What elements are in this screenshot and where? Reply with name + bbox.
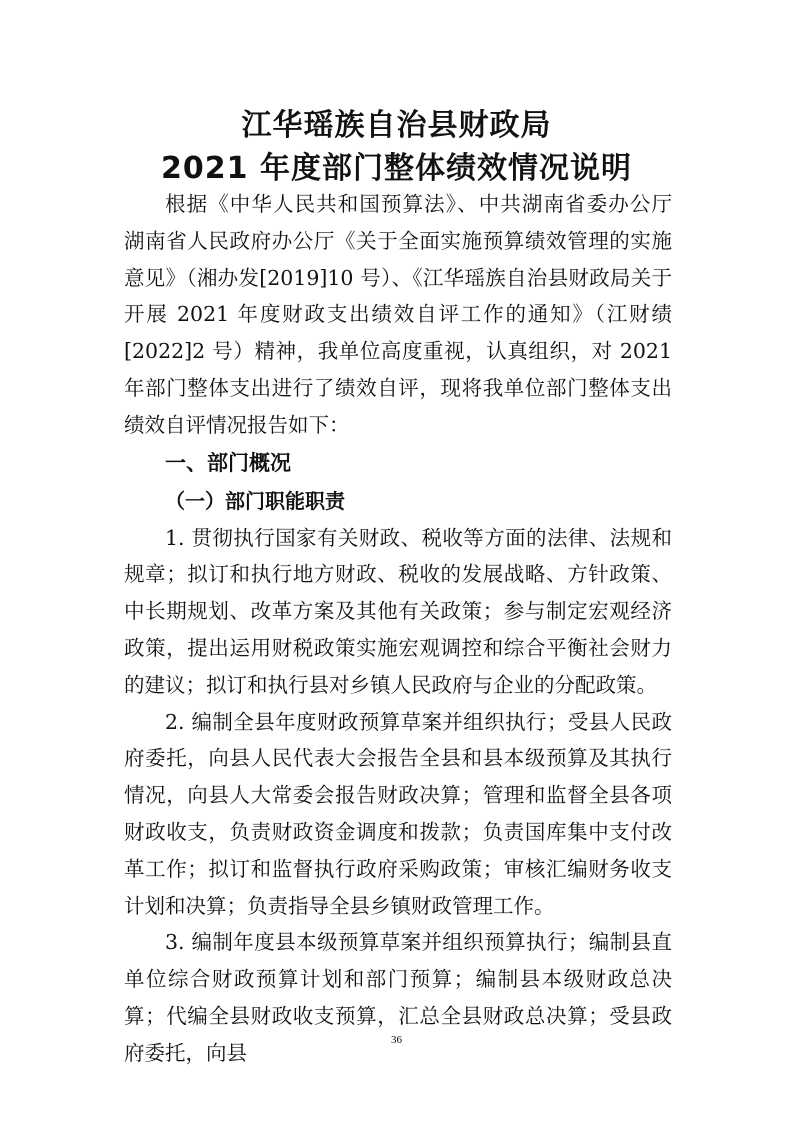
duty-item: 3. 编制年度县本级预算草案并组织预算执行；编制县直单位综合财政预算计划和部门预算；编制县本级财政总决算；代编全县财政收支预算，汇总全县财政总决算；受县政府委托，向县 bbox=[124, 930, 672, 1065]
duty-item: 2. 编制全县年度财政预算草案并组织执行；受县人民政府委托，向县人民代表大会报告全县和县本级预算及其执行情况，向县人大常委会报告财政决算；管理和监督全县各项财政收支，负责财政资金调度和拨款；负责国库集中支付改革工作；拟订和监督执行政府采购政策；审核汇编财务收支计划和决算；负责指导全县乡镇财政管理工作。 bbox=[124, 709, 672, 918]
duty-item: 1. 贯彻执行国家有关财政、税收等方面的法律、法规和规章；拟订和执行地方财政、税收的发展战略、方针政策、中长期规划、改革方案及其他有关政策；参与制定宏观经济政策，提出运用财税政策实施宏观调控和综合平衡社会财力的建议；拟订和执行县对乡镇人民政府与企业的分配政策。 bbox=[124, 525, 672, 697]
document-title-line2: 2021 年度部门整体绩效情况说明 bbox=[161, 151, 632, 186]
section-heading: 一、部门概况 bbox=[165, 450, 291, 475]
page-number: 36 bbox=[391, 1034, 402, 1046]
intro-paragraph: 根据《中华人民共和国预算法》、中共湖南省委办公厅 湖南省人民政府办公厅《关于全面实施预算绩效管理的实施意见》（湘办发[2019]10 号）、《江华瑶族自治县财政局关于开展 2021 年度财政支出绩效自评工作的通知》（江财绩[2022]2 号）精神，我单位高度重视，认真组织，对 2021 年部门整体支出进行了绩效自评，现将我单位部门整体支出绩效自评情况报告如下： bbox=[124, 192, 672, 437]
subsection-heading: （一）部门职能职责 bbox=[165, 488, 345, 513]
document-body bbox=[124, 186, 672, 1072]
document-title-line1: 江华瑶族自治县财政局 bbox=[241, 108, 552, 143]
